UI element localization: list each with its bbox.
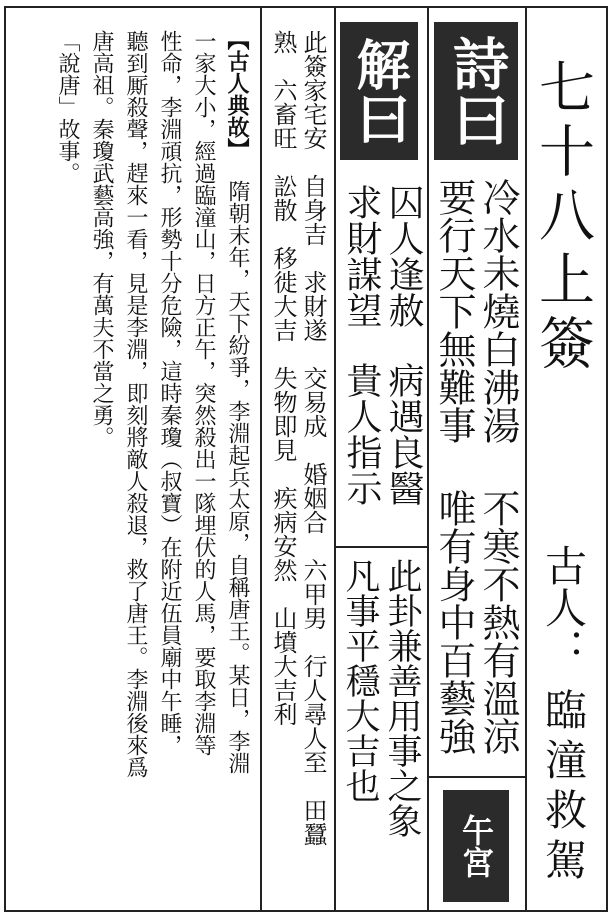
story-line-5: 唐高祖。秦瓊武藝高強，有萬夫不當之勇。 (89, 30, 114, 448)
shi-heading: 詩曰 (434, 22, 518, 160)
jie-line-3: 求財謀望 (341, 184, 382, 328)
jie-heading: 解曰 (340, 22, 418, 160)
poem-line-3: 要行天下無難事 (432, 178, 476, 444)
details-line-1: 此簽家宅安 自身吉 求財遂 交易成 婚姻合 六甲男 行人尋人至 田蠶 (299, 30, 327, 846)
divider-details (260, 8, 262, 910)
jie-line-4: 貴人指示 (341, 362, 382, 506)
poem-line-2: 不寒不熱有溫涼 (476, 489, 520, 755)
divider-jie (334, 8, 336, 910)
ancient-story-title: 臨潼救駕 (539, 688, 588, 888)
story-line-3: 性命，李淵頑抗，形勢十分危險，這時秦瓊（叔寶）在附近伍員廟中午睡， (157, 30, 182, 756)
story-line-6: 「說唐」故事。 (55, 30, 80, 184)
divider-poem (427, 8, 429, 910)
jie-line-2: 病遇良醫 (383, 362, 424, 506)
divider-summary (334, 546, 427, 548)
fortune-slip-card (4, 6, 608, 912)
jie-line-1: 囚人逢赦 (383, 184, 424, 328)
divider-gong (427, 776, 525, 778)
story-heading: 【古人典故】 (224, 28, 250, 160)
story-line-2: 一家大小，經過臨潼山，日方正午，突然殺出一隊埋伏的人馬，要取李淵等 (191, 30, 216, 756)
gong-label: 午宮 (443, 790, 509, 902)
poem-line-4: 唯有身中百藝強 (432, 489, 476, 755)
details-line-2: 熟 六畜旺 訟散 移徙大吉 失物即見 疾病安然 山墳大吉利 (269, 30, 297, 726)
divider-title (525, 8, 527, 910)
summary-line-1: 此卦兼善用事之象 (382, 558, 422, 838)
summary-line-2: 凡事平穩大吉也 (340, 558, 380, 803)
story-line-4: 聽到厮殺聲，趕來一看，見是李淵，即刻將敵人殺退，救了唐王。李淵後來爲 (123, 30, 148, 778)
ancient-label: 古人： (539, 544, 588, 670)
slip-number: 七十八上簽 (530, 58, 595, 378)
story-line-1-rest: 隋朝末年，天下紛爭，李淵起兵太原，自稱唐王。某日，李淵 (225, 180, 250, 774)
poem-line-1: 冷水未燒白沸湯 (476, 178, 520, 444)
